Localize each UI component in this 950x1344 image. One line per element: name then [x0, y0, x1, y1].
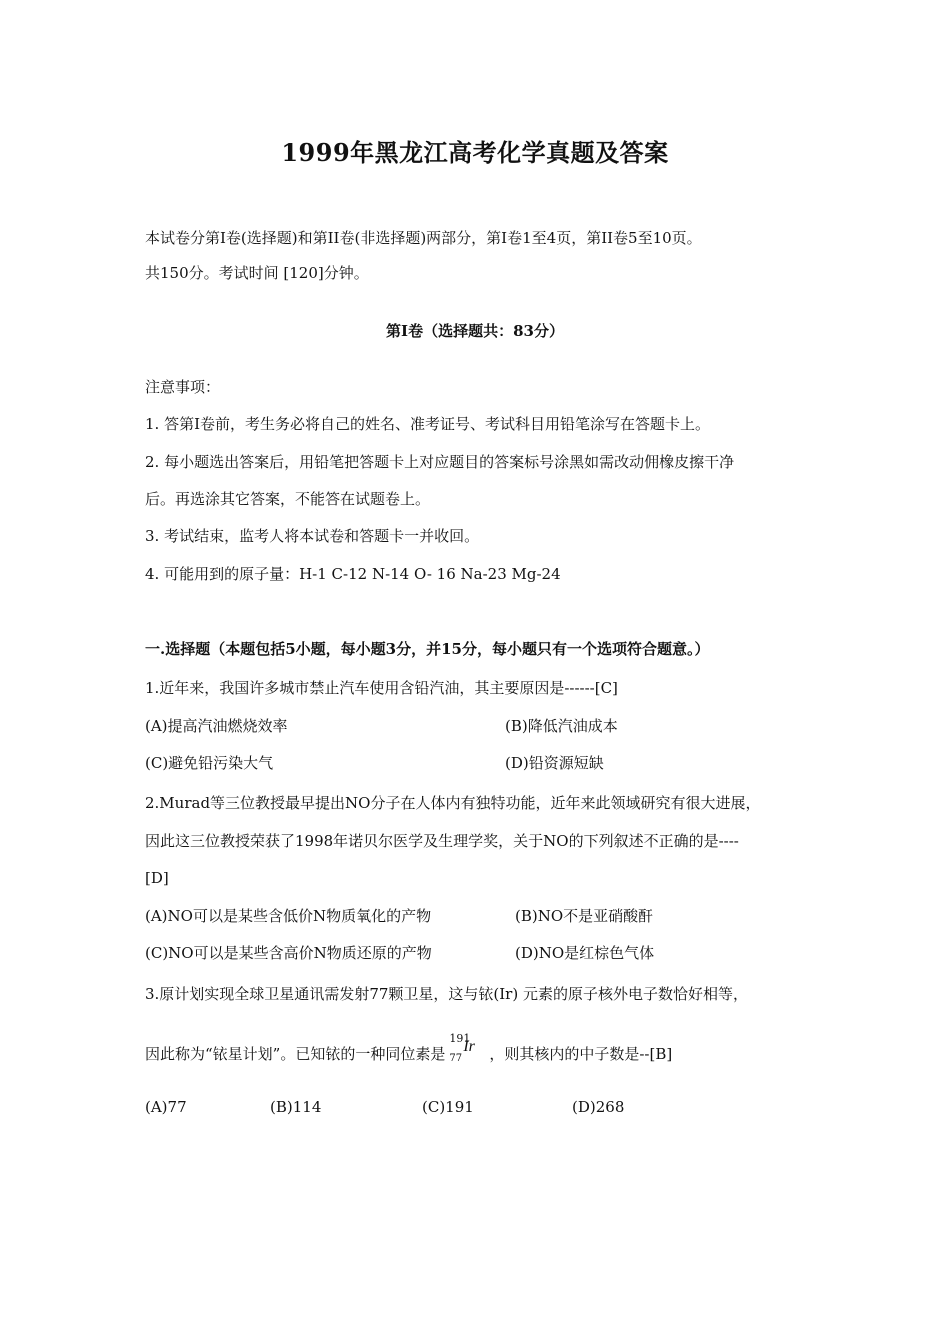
- q2-option-d: (D)NO是红棕色气体: [515, 944, 655, 962]
- q2-option-c: (C)NO可以是某些含高价N物质还原的产物: [145, 944, 432, 962]
- intro-line-1: 本试卷分第Ⅰ卷(选择题)和第II卷(非选择题)两部分，第Ⅰ卷1至4页，第II卷5至10页。: [145, 229, 702, 247]
- note-item: 4. 可能用到的原子量：H-1 C-12 N-14 O- 16 Na-23 Mg-24: [145, 565, 561, 583]
- page-title: 1999年黑龙江高考化学真题及答案: [281, 138, 669, 167]
- question-3-stem-1: 3.原计划实现全球卫星通讯需发射77颗卫星，这与铱(Ir) 元素的原子核外电子数恰好相等，: [145, 985, 748, 1003]
- part-heading: 一.选择题（本题包括5小题，每小题3分，并15分，每小题只有一个选项符合题意。）: [145, 640, 710, 658]
- q3-stem-part-a: 因此称为“铱星计划”。已知铱的一种同位素是: [145, 1045, 446, 1063]
- note-item: 3. 考试结束，监考人将本试卷和答题卡一并收回。: [145, 527, 480, 545]
- section-heading: 第Ⅰ卷（选择题共：83分）: [386, 322, 564, 340]
- question-2-stem-2: 因此这三位教授荣获了1998年诺贝尔医学及生理学奖，关于NO的下列叙述不正确的是----: [145, 832, 739, 850]
- question-2-stem-1: 2.Murad等三位教授最早提出NO分子在人体内有独特功能，近年来此领域研究有很大进展，: [145, 794, 761, 812]
- note-item: 2. 每小题选出答案后，用铅笔把答题卡上对应题目的答案标号涂黑如需改动佣橡皮擦干净: [145, 453, 735, 471]
- isotope-symbol: Ir: [463, 1038, 475, 1055]
- question-1-stem: 1.近年来，我国许多城市禁止汽车使用含铅汽油，其主要原因是------[C]: [145, 679, 618, 697]
- intro-line-2: 共150分。考试时间 [120]分钟。: [145, 264, 369, 282]
- q1-option-c: (C)避免铅污染大气: [145, 754, 274, 772]
- note-item: 后。再选涂其它答案，不能答在试题卷上。: [145, 490, 431, 508]
- isotope-mass-number: 191: [449, 1032, 471, 1045]
- q1-option-a: (A)提高汽油燃烧效率: [145, 717, 288, 735]
- notes-heading: 注意事项：: [145, 378, 221, 396]
- q3-option-d: (D)268: [572, 1098, 625, 1116]
- q1-option-b: (B)降低汽油成本: [505, 717, 618, 735]
- q2-option-a: (A)NO可以是某些含低价N物质氧化的产物: [145, 907, 432, 925]
- q3-option-b: (B)114: [270, 1098, 322, 1116]
- q2-option-b: (B)NO不是亚硝酸酐: [515, 907, 654, 925]
- q3-option-a: (A)77: [145, 1098, 187, 1116]
- q3-option-c: (C)191: [422, 1098, 474, 1116]
- q1-option-d: (D)铅资源短缺: [505, 754, 604, 772]
- question-2-stem-3: [D]: [145, 869, 169, 887]
- question-3-stem-2: [145, 1032, 825, 1066]
- isotope-notation: [445, 1032, 489, 1066]
- q3-stem-part-b: ，则其核内的中子数是--[B]: [489, 1045, 673, 1063]
- note-item: 1. 答第Ⅰ卷前，考生务必将自己的姓名、准考证号、考试科目用铅笔涂写在答题卡上。: [145, 415, 711, 433]
- isotope-atomic-number: 77: [449, 1053, 463, 1064]
